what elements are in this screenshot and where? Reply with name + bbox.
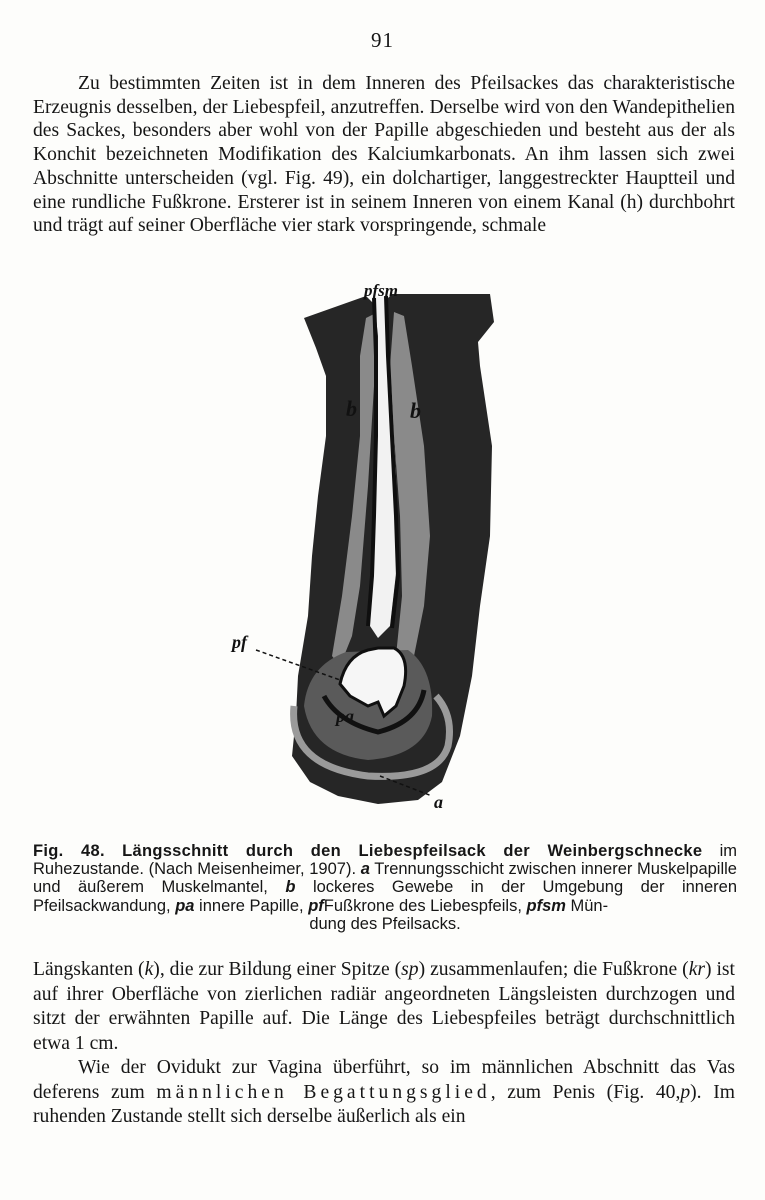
label-pfsm: pfsm (364, 281, 398, 300)
pb-t4: ) ist auf ihrer Oberfläche von zierlichen radiär angeordneten Längsleisten durchzogen und sitzt der erwähnten Papille auf. Die Länge des Liebespfeiles beträgt durchschnittlich etwa 1 cm. (33, 959, 736, 1054)
pb2-spaced: männlichen Begattungsglied (156, 1081, 491, 1103)
pb-kr: kr (688, 959, 706, 980)
caption-line2: im Ruhezustande. (Nach Meisenheimer, 1907). (33, 842, 737, 879)
pb2-t2: , zum Penis (Fig. 40, (490, 1081, 681, 1103)
caption-pf-text: Fußkrone des Liebespfeils, (323, 896, 522, 915)
caption-a-text: Trennungsschicht zwischen innerer Muskelpapille und äußerem Muskelmantel, (33, 860, 737, 897)
pb-t2: ), die zur Bildung einer Spitze ( (153, 959, 402, 980)
figure-48-illustration (228, 276, 528, 816)
pb-k: k (144, 959, 154, 980)
caption-pa-text: innere Papille, (199, 896, 304, 915)
page-number: 91 (371, 28, 394, 52)
paragraph-bottom (33, 958, 735, 1056)
label-b-left: b (346, 396, 357, 421)
pb-sp: sp (401, 959, 419, 980)
paragraph-bottom-2 (33, 1056, 735, 1130)
longitudinal-section-drawing (228, 276, 528, 816)
caption-pfsm-text: Mün- (570, 896, 609, 915)
caption-pfsm-symbol: pfsm (526, 896, 566, 915)
caption-last-line: dung des Pfeilsacks. (309, 914, 461, 933)
label-pa: pa (336, 706, 354, 726)
caption-title: Längsschnitt durch den Liebespfeilsack der Weinbergschnecke (122, 842, 703, 860)
caption-pa-symbol: pa (175, 896, 195, 915)
pb-t3: ) zusammenlaufen; die Fußkrone ( (418, 959, 689, 980)
caption-b-symbol: b (285, 878, 296, 897)
label-a: a (434, 792, 443, 812)
caption-b-text: lockeres Gewebe in der Umgebung der inneren Pfeilsackwandung, (33, 878, 737, 915)
caption-pf-symbol: pf (308, 896, 324, 915)
pb2-p: p (680, 1081, 691, 1103)
figure-caption (33, 842, 737, 933)
label-pf: pf (232, 632, 247, 652)
label-b-right: b (410, 398, 421, 423)
pb2-t1: Wie der Ovidukt zur Vagina überführt, so im männlichen Abschnitt das Vas deferens zum (33, 1057, 735, 1103)
caption-fig-label: Fig. 48. (33, 842, 105, 860)
pb-t1: Längskanten ( (33, 959, 145, 980)
pb2-t3: ). Im ruhenden Zustande stellt sich derselbe äußerlich als ein (33, 1081, 735, 1128)
caption-a-symbol: a (360, 860, 370, 879)
paragraph-top: Zu bestimmten Zeiten ist in dem Inneren des Pfeilsackes das charakteristische Erzeugnis desselben, der Liebespfeil, anzutreffen. Derselbe wird von den Wandepithelien des Sackes, besonders aber wohl von der Papille abgeschieden und besteht aus der als Konchit bezeichneten Modifikation des Kalciumkarbonats. An ihm lassen sich zwei Abschnitte unterscheiden (vgl. Fig. 49), ein dolchartiger, langgestreckter Hauptteil und eine rundliche Fußkrone. Ersterer ist in seinem Inneren von einem Kanal (h) durchbohrt und trägt auf seiner Oberfläche vier stark vorspringende, schmale (33, 73, 735, 237)
